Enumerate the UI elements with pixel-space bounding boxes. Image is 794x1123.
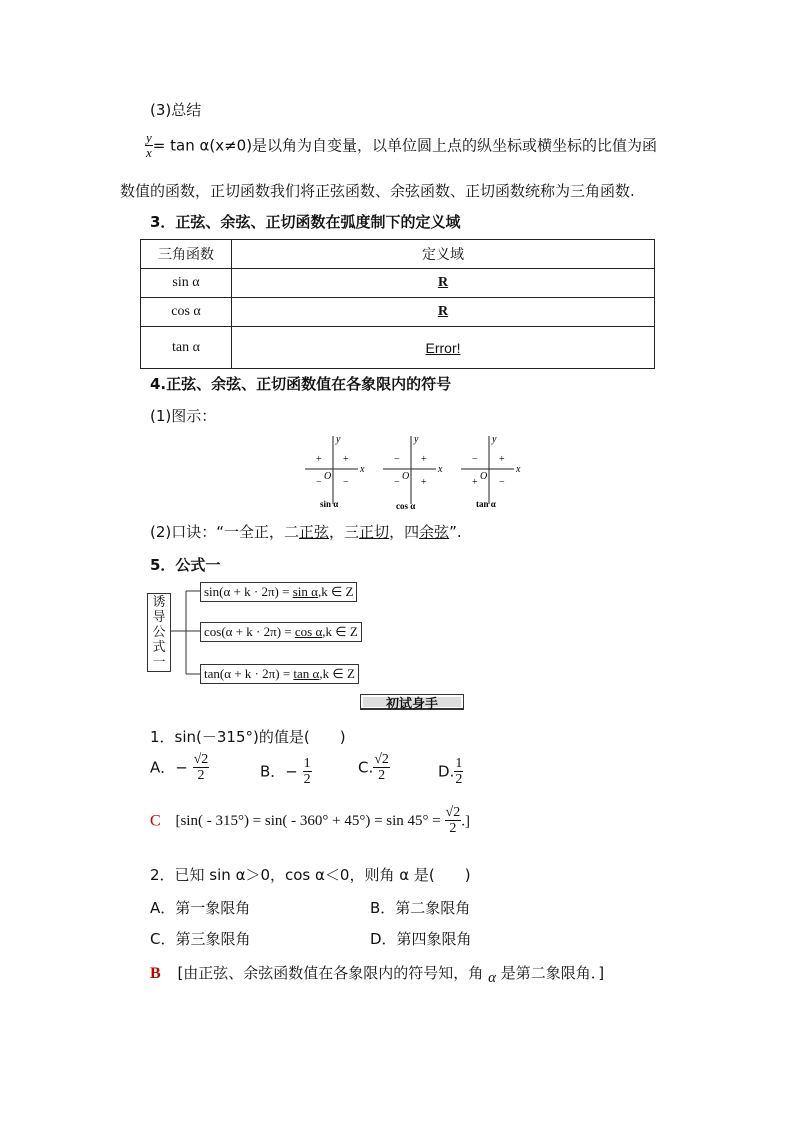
q2-explanation (150, 962, 605, 986)
axis-y-label: y (414, 434, 419, 445)
option-label: B．− (260, 762, 298, 781)
mnemonic-text: ，四 (389, 523, 420, 541)
diagram-caption: sin α (320, 499, 339, 509)
domain-table (140, 239, 655, 369)
summary-heading: (3)总结 (150, 101, 202, 119)
mnemonic-answer: 正弦 (299, 523, 330, 541)
fraction-denominator: 2 (378, 768, 386, 784)
axis-x-label: x (360, 464, 365, 475)
formula-sin (200, 582, 357, 602)
brace-connector (170, 584, 202, 684)
option-fraction (454, 756, 463, 788)
origin-label: O (324, 471, 332, 482)
origin-label: O (480, 471, 488, 482)
table-cell-domain: Error! (232, 327, 655, 369)
quadrant2-sign: + (316, 454, 322, 465)
summary-line2: 数值的函数，正切函数我们将正弦函数、余弦函数、正切函数统称为三角函数. (120, 182, 635, 200)
quadrant4-sign: + (421, 477, 427, 488)
practice-badge (360, 692, 464, 712)
fraction-numerator: 1 (303, 756, 311, 771)
table-header-function: 三角函数 (141, 240, 232, 269)
formula-lhs: sin(α + k · 2π) = (204, 584, 293, 599)
formula-answer: cos α (294, 624, 323, 639)
q1-option-d (438, 756, 463, 788)
q1-option-c (358, 752, 390, 784)
option-fraction (193, 752, 210, 784)
fraction-numerator: y (146, 130, 152, 145)
option-label: A．− (150, 758, 188, 777)
label-char: 公 (152, 625, 166, 640)
summary-fraction (145, 131, 153, 161)
quadrant4-sign: − (343, 477, 349, 488)
mnemonic-answer: 余弦 (419, 523, 450, 541)
label-char: 式 (152, 640, 166, 655)
quadrant3-sign: + (472, 477, 478, 488)
q1-explain-text: [sin( - 315°) = sin( - 360° + 45°) = sin 45° = (175, 813, 445, 830)
q1-explanation (150, 805, 470, 837)
cos-quadrant-diagram (383, 434, 443, 511)
formula-answer: sin α (292, 584, 318, 599)
formula-answer: tan α (293, 666, 320, 681)
formula-rhs: ,k ∈ Z (322, 624, 358, 639)
section3-title: 3．正弦、余弦、正切函数在弧度制下的定义域 (150, 213, 461, 231)
q2-option-a: A．第一象限角 (150, 899, 251, 917)
table-cell-function: sin α (141, 269, 232, 298)
q2-explain-text: [由正弦、余弦函数值在各象限内的符号知，角 (177, 964, 484, 982)
q2-option-d: D．第四象限角 (370, 930, 472, 948)
axis-y-label: y (492, 434, 497, 445)
label-char: 导 (152, 610, 166, 625)
q1-explain-end: .] (461, 813, 470, 830)
formula-rhs: ,k ∈ Z (319, 666, 355, 681)
origin-label: O (402, 471, 410, 482)
section5-title: 5．公式一 (150, 556, 221, 574)
quadrant2-sign: − (394, 454, 400, 465)
option-fraction (373, 752, 390, 784)
q1-stem: 1．sin(－315°)的值是( ) (150, 728, 346, 746)
axis-x-label: x (516, 464, 521, 475)
q1-option-a (150, 752, 209, 784)
fraction-numerator: √2 (445, 805, 461, 820)
fraction-numerator: √2 (374, 752, 389, 767)
tan-quadrant-diagram (461, 434, 521, 509)
formula-cos (200, 622, 362, 642)
sin-quadrant-diagram (305, 434, 365, 509)
fraction-denominator: 2 (303, 772, 311, 788)
label-char: 一 (152, 655, 166, 670)
quadrant3-sign: − (316, 477, 322, 488)
table-cell-domain: R (232, 298, 655, 327)
mnemonic-line (150, 521, 462, 542)
table-header-domain: 定义域 (232, 240, 655, 269)
quadrant4-sign: − (499, 477, 505, 488)
fraction-numerator: √2 (193, 752, 209, 767)
label-char: 诱 (152, 595, 166, 610)
table-cell-domain: R (232, 269, 655, 298)
quadrant2-sign: − (472, 454, 478, 465)
fraction-denominator: x (146, 145, 152, 161)
induction-formula-label (147, 593, 171, 672)
mnemonic-prefix: (2)口诀：“一全正，二 (150, 523, 300, 541)
q2-stem: 2．已知 sin α＞0，cos α＜0，则角 α 是( ) (150, 866, 471, 884)
q1-option-b (260, 756, 312, 788)
section4-title: 4.正弦、余弦、正切函数值在各象限内的符号 (150, 375, 452, 393)
mnemonic-answer: 正切 (359, 523, 390, 541)
q2-explain-end: 是第二象限角．] (500, 964, 605, 982)
quadrant1-sign: + (499, 454, 505, 465)
fraction-numerator: 1 (455, 756, 463, 771)
explain-fraction (445, 805, 462, 837)
badge-text: 初试身手 (385, 697, 438, 712)
axis-x-label: x (438, 464, 443, 475)
axis-y-label: y (336, 434, 341, 445)
table-cell-function: cos α (141, 298, 232, 327)
diagram-caption: cos α (396, 501, 416, 511)
quadrant3-sign: − (394, 477, 400, 488)
formula-lhs: cos(α + k · 2π) = (204, 624, 295, 639)
summary-line1-text: = tan α(x≠0)是以角为自变量，以单位圆上点的纵坐标或横坐标的比值为函 (152, 136, 658, 155)
table-cell-function: tan α (141, 327, 232, 369)
fraction-denominator: 2 (197, 768, 205, 784)
q2-answer: B (150, 965, 161, 982)
option-label: C. (358, 758, 374, 777)
summary-line1 (145, 131, 657, 161)
q2-option-c: C．第三象限角 (150, 930, 251, 948)
figure-label: (1)图示： (150, 407, 217, 425)
quadrant1-sign: + (421, 454, 427, 465)
quadrant-sign-diagrams (300, 430, 540, 515)
option-fraction (303, 756, 312, 788)
q2-explain-alpha: α (488, 970, 496, 986)
option-label: D. (438, 762, 455, 781)
mnemonic-text: ，三 (329, 523, 360, 541)
mnemonic-suffix: ”. (449, 523, 462, 541)
fraction-denominator: 2 (455, 772, 463, 788)
quadrant1-sign: + (343, 454, 349, 465)
formula-rhs: ,k ∈ Z (317, 584, 354, 599)
diagram-caption: tan α (476, 499, 496, 509)
q1-answer: C (150, 812, 161, 830)
q2-option-b: B．第二象限角 (370, 899, 471, 917)
fraction-denominator: 2 (449, 821, 457, 837)
formula-tan (200, 664, 359, 684)
formula-lhs: tan(α + k · 2π) = (204, 666, 294, 681)
